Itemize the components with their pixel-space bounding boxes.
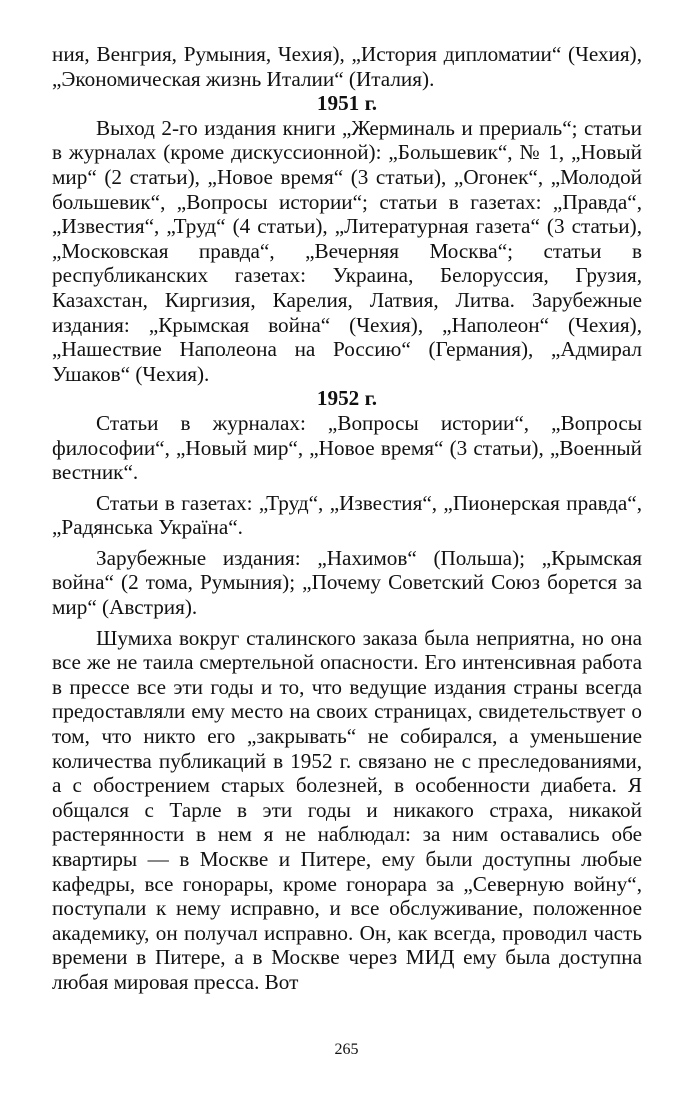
year-heading-1952: 1952 г. (316, 386, 378, 411)
paragraph-continuation: ния, Венгрия, Румыния, Чехия), „История дипломатии“ (Чехия), „Экономическая жизнь Италии“ (Италия). (52, 42, 642, 91)
paragraph-commentary: Шумиха вокруг сталинского заказа была неприятна, но она все же не таила смертельной опасности. Его интенсивная работа в прессе все эти годы и то, что ведущие издания страны всегда предоставляли ему место на своих страницах, свидетельствует о том, что никто его „закрывать“ не собирался, а уменьшение количества публикаций в 1952 г. связано не с преследованиями, а с обострением старых болезней, в особенности диабета. Я общался с Тарле в эти годы и никакого страха, никакой растерянности в нем я не наблюдал: за ним оставались обе квартиры — в Москве и Питере, ему были доступны любые кафедры, все гонорары, кроме гонорара за „Северную войну“, поступали к нему исправно, и все обслуживание, положенное академику, он получал исправно. Он, как всегда, проводил часть времени в Питере, а в Москве через МИД ему была доступна любая мировая пресса. Вот (52, 625, 642, 994)
paragraph-1951: Выход 2-го издания книги „Жерминаль и прериаль“; статьи в журналах (кроме дискуссионной): „Большевик“, № 1, „Новый мир“ (2 статьи), „Новое время“ (3 статьи), „Огонек“, „Молодой большевик“, „Вопросы истории“; статьи в газетах: „Правда“, „Известия“, „Труд“ (4 статьи), „Литературная газета“ (3 статьи), „Московская правда“, „Вечерняя Москва“; статьи в республиканских газетах: Украина, Белоруссия, Грузия, Казахстан, Киргизия, Карелия, Латвия, Литва. Зарубежные издания: „Крымская война“ (Чехия), „Наполеон“ (Чехия), „Нашествие Наполеона на Россию“ (Германия), „Адмирал Ушаков“ (Чехия). (52, 115, 642, 386)
paragraph-1952-journals: Статьи в журналах: „Вопросы истории“, „Вопросы философии“, „Новый мир“, „Новое время“ (3 статьи), „Военный вестник“. (52, 410, 642, 485)
page-body (52, 42, 642, 995)
paragraph-1952-newspapers: Статьи в газетах: „Труд“, „Известия“, „Пионерская правда“, „Радянська Україна“. (52, 490, 642, 540)
page-number: 265 (334, 1041, 359, 1058)
paragraph-1952-foreign: Зарубежные издания: „Нахимов“ (Польша); „Крымская война“ (2 тома, Румыния); „Почему Советский Союз борется за мир“ (Австрия). (52, 545, 642, 620)
year-heading-1951: 1951 г. (316, 91, 378, 116)
